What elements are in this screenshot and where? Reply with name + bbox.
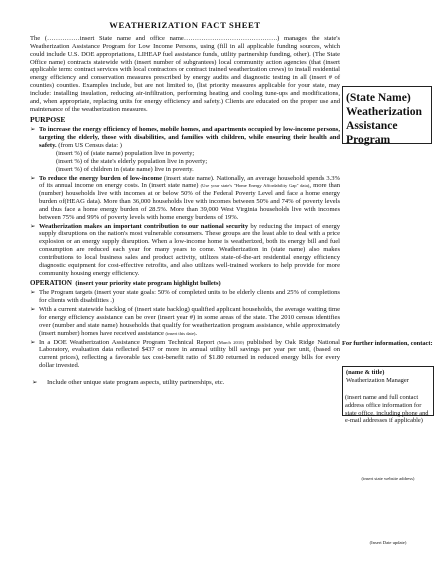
operation-subheading: (insert your priority state program highlight bullets) xyxy=(75,280,221,288)
bullet-text: , more than (number) households live with incomes at or below 50% of the Federal Poverty Level and face a home energy burden of(HEAG data). More than 36,000 households live with incomes between 50% and 74% of poverty levels and thus face a home energy burden of 28.5%. More than 39,000 West Virginia households live with incomes between 75% and 99% of poverty levels with home energy burdens of 19%. xyxy=(39,182,341,221)
bullet-text: published by Oak Ridge National Laboratory, evaluation data reflected $437 or more in annual utility bill savings per year per unit, (based on current prices), reflecting a favorable tax cost-benefit ratio of $1.80 returned in reduced energy bills for every dollar invested. xyxy=(39,338,340,370)
contact-role: Weatherization Manager xyxy=(346,376,409,384)
contact-address: (insert name and full contact address office information for state office, including phone and e-mail addresses if applicable) xyxy=(345,394,429,425)
bullet-note: (Use your state's "Home Energy Affordability Gap" data) xyxy=(200,183,310,189)
main-column xyxy=(30,20,340,387)
operation-bullet-1 xyxy=(30,289,340,305)
bullet-bold-text: Weatherization makes an important contribution to our national security xyxy=(39,222,249,230)
bullet-bold-text: To increase the energy efficiency of homes, mobile homes, and apartments occupied by low-income persons, targeting the elderly, those with disabilities, and families with children, while ensuring their health and safety. xyxy=(39,126,340,150)
arrow-bullet-icon: ➢ xyxy=(30,289,36,297)
page-title: WEATHERIZATION FACT SHEET xyxy=(109,20,261,30)
bullet-text: With a current statewide backlog of (insert state backlog) qualified applicant households, the average waiting time for energy efficiency assistance can be over (insert year #) in some areas of the state. The 2010 census identifies over (number and state name) households that qualify for weatherization program assistance, while approximately (insert number) homes have received assistance xyxy=(39,306,340,337)
arrow-bullet-icon: ➢ xyxy=(30,174,36,182)
contact-heading: For further information, contact: xyxy=(342,340,433,347)
state-program-box: (State Name) Weatherization Assistance Program xyxy=(342,86,432,144)
operation-bullet-4 xyxy=(30,379,340,387)
contact-name-title: (name & title) xyxy=(346,369,385,376)
poverty-stat-line: (insert %) of (state name) population live in poverty; xyxy=(56,149,195,157)
bullet-bold-text: To reduce the energy burden of low-income xyxy=(39,174,162,182)
bullet-text: (from US Census data: ) xyxy=(56,142,122,150)
operation-bullet-3 xyxy=(30,339,340,370)
bullet-text: Include other unique state program aspects, utility partnerships, etc. xyxy=(47,378,225,386)
purpose-heading: PURPOSE xyxy=(30,115,66,125)
bullet-note: (insert this date) xyxy=(165,330,196,336)
purpose-bullet-1 xyxy=(30,126,340,150)
purpose-bullet-3 xyxy=(30,223,340,278)
arrow-bullet-icon: ➢ xyxy=(32,378,38,386)
arrow-bullet-icon: ➢ xyxy=(30,126,36,134)
purpose-bullet-2 xyxy=(30,175,340,222)
poverty-stat-line: (insert %) of the state's elderly population live in poverty; xyxy=(56,157,208,165)
bullet-note: (March 2010) xyxy=(217,339,244,345)
arrow-bullet-icon: ➢ xyxy=(30,306,36,314)
operation-heading: OPERATION xyxy=(30,279,72,288)
bullet-text: The Program targets (insert your state goals: 50% of completed units to be elderly clients and 25% of completions for clients with disabilities .) xyxy=(39,289,340,305)
bullet-text: . xyxy=(195,329,198,337)
poverty-stat-line: (insert %) of children in (state name) live in poverty. xyxy=(56,165,194,173)
intro-paragraph: The (……………insert State name and office name…………………………………….) manages the state's Weatherization Assistance Program for Low Income Persons, using (fill in all applicable funding sources, which could include U.S. DOE appropriations, LIHEAP fuel assistance funds, utility partnership funding, other). (The State Office name) contracts statewide with (insert number of subgrantees) local community action agencies (that (insert applicable term: contract services with local contractors or contract trained weatherization crews) to install residential energy efficiency and conservation measures prescribed by energy audits and diagnostic testing in all (insert # of counties) counties. Examples include, but are not limited to, (list priority measures applicable for your state, may include: installing insulation, reducing air-infiltration, performing heating and cooling tune-ups and modifications, and, when appropriate, replacing units for energy efficiency and safety.) Clients are educated on the proper use and maintenance of the weatherization measures. xyxy=(30,35,340,113)
website-placeholder: (insert state website address) xyxy=(361,476,415,481)
bullet-text: (insert state name). Nationally, an average household spends 3.3% of its annual income on energy costs. In (insert state name) xyxy=(39,174,340,190)
arrow-bullet-icon: ➢ xyxy=(30,222,36,230)
arrow-bullet-icon: ➢ xyxy=(30,338,36,346)
bullet-text: by reducing the impact of energy supply disruptions on the nation's most vulnerable consumers. These groups are the least able to deal with a price explosion or an energy supply disruption. When a low-income home is weatherized, both its energy bill and fuel consumption are reduced each year for many years to come. Weatherization in (state name) also makes contributions to local business sales and product activity, utilizes state-of-the-art residential energy efficiency diagnostic equipment for cost-effective retrofits, and also utilizes well-trained workers to help provide for more community housing energy efficiency. xyxy=(39,222,340,277)
update-date: (Insert Date update) xyxy=(369,540,407,545)
bullet-text: In a DOE Weatherization Assistance Program Technical Report xyxy=(39,338,218,346)
operation-bullet-2 xyxy=(30,306,340,337)
operation-heading-row xyxy=(30,279,340,288)
